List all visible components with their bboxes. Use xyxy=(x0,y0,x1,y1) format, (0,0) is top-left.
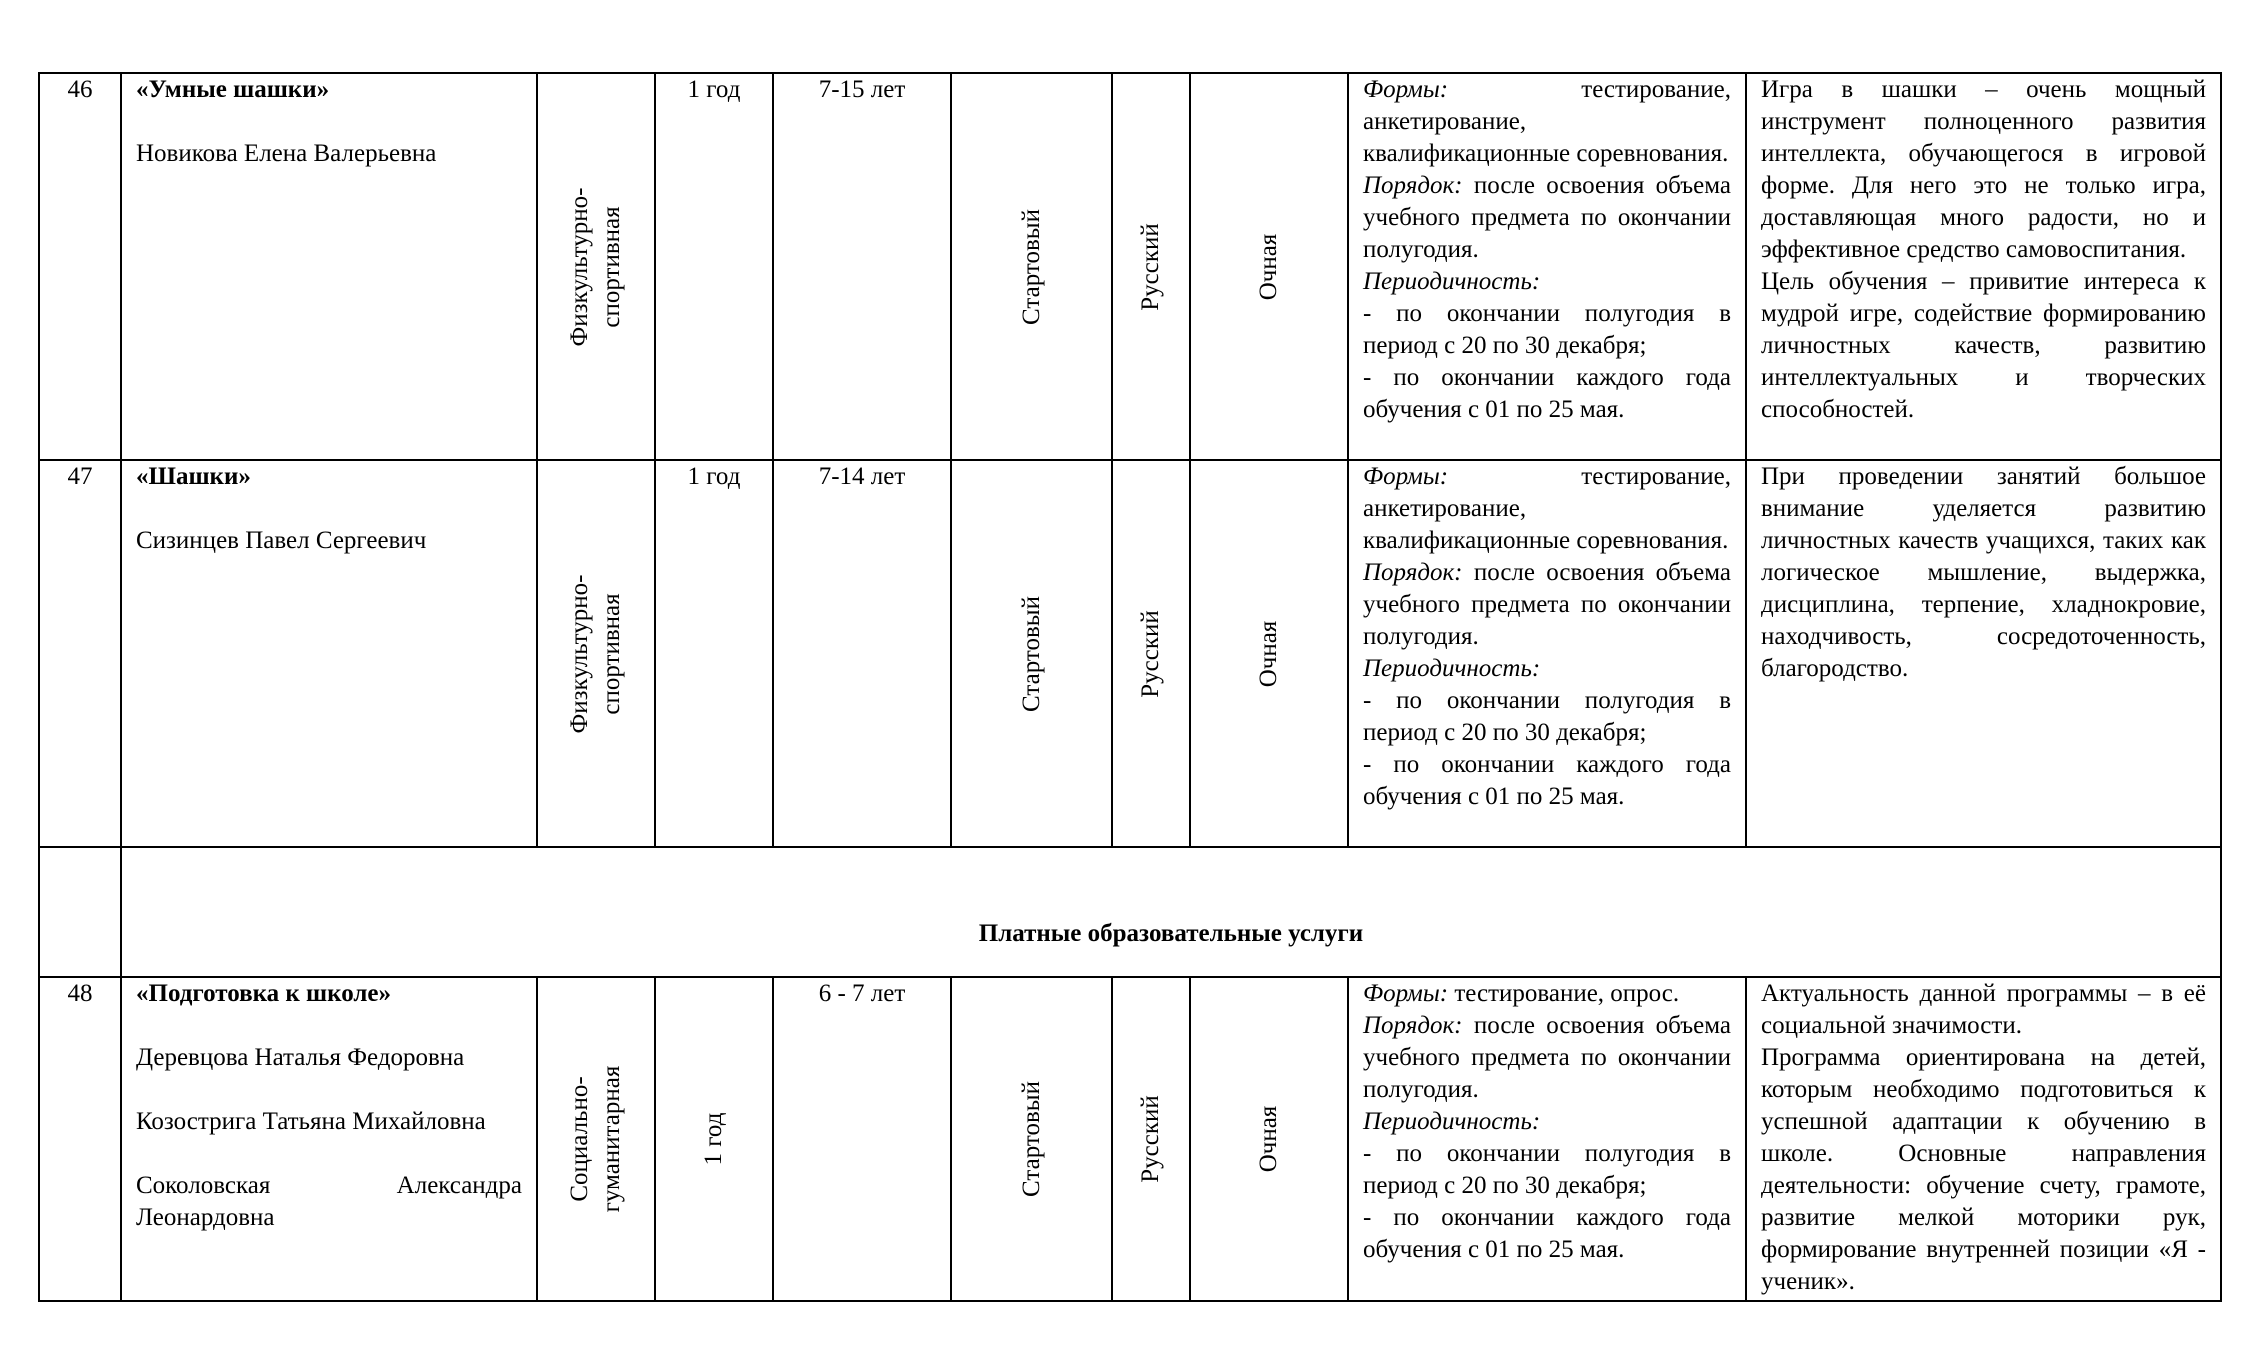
description-paragraph: При проведении занятий большое внимание уделяется развитию личностных качеств учащихся, таких как логическое мышление, выдержка, дисциплина, терпение, хладнокровие, находчивость, сосредоточенность, благородство. xyxy=(1761,463,2206,682)
forms-text: тестирование, анкетирование, квалификационные соревнования. xyxy=(1363,76,1731,167)
program-cell xyxy=(120,459,538,848)
level-text: Стартовый xyxy=(1017,1081,1045,1197)
direction-cell xyxy=(536,72,656,461)
description-paragraph: Игра в шашки – очень мощный инструмент полноценного развития интеллекта, обучающегося в игровой форме. Для него это не только игра, доставляющая много радости, но и эффективное средство самовоспитания. xyxy=(1761,76,2206,263)
language-cell xyxy=(1111,976,1191,1302)
order-text: после освоения объема учебного предмета по окончании полугодия. xyxy=(1363,559,1731,650)
forms-text: тестирование, опрос. xyxy=(1448,980,1680,1007)
order-text: после освоения объема учебного предмета по окончании полугодия. xyxy=(1363,172,1731,263)
description-cell xyxy=(1745,72,2222,461)
direction-line: Физкультурно- xyxy=(566,574,593,733)
form-text: Очная xyxy=(1255,1105,1282,1173)
teacher-name: Соколовская Александра Леонардовна xyxy=(136,1172,522,1231)
description-paragraph: Цель обучения – привитие интереса к мудрой игре, содействие формированию личностных качеств, развитию интеллектуальных и творческих способностей. xyxy=(1761,268,2206,423)
duration-text: 1 год xyxy=(700,1112,727,1166)
order-label: Порядок: xyxy=(1363,172,1463,199)
language-cell xyxy=(1111,459,1191,848)
section-header-cell xyxy=(120,846,2222,978)
order-label: Порядок: xyxy=(1363,1012,1463,1039)
direction-line: спортивная xyxy=(598,592,625,715)
period-item: - по окончании полугодия в период с 20 по 30 декабря; xyxy=(1363,300,1731,359)
program-title: «Шашки» xyxy=(136,463,251,490)
teacher-name: Сизинцев Павел Сергеевич xyxy=(136,527,427,554)
description-cell xyxy=(1745,459,2222,848)
attestation-cell xyxy=(1347,459,1747,848)
teacher-name: Новикова Елена Валерьевна xyxy=(136,140,437,167)
direction-text xyxy=(564,187,628,346)
teacher-name: Деревцова Наталья Федоровна xyxy=(136,1044,465,1071)
direction-text xyxy=(564,574,628,733)
row-number: 48 xyxy=(38,976,122,1302)
period-label: Периодичность: xyxy=(1363,268,1541,295)
forms-text: тестирование, анкетирование, квалификационные соревнования. xyxy=(1363,463,1731,554)
form-cell xyxy=(1189,459,1349,848)
period-item: - по окончании полугодия в период с 20 по 30 декабря; xyxy=(1363,1140,1731,1199)
language-cell xyxy=(1111,72,1191,461)
level-text: Стартовый xyxy=(1017,208,1045,325)
section-number-cell xyxy=(38,846,122,978)
level-text: Стартовый xyxy=(1017,595,1045,712)
teacher-name: Козострига Татьяна Михайловна xyxy=(136,1108,486,1135)
form-cell xyxy=(1189,72,1349,461)
description-paragraph: Программа ориентирована на детей, которым необходимо подготовиться к успешной адаптации к обучению в школе. Основные направления деятельности: обучение счету, грамоте, развитие мелкой моторики рук, формирование внутренней позиции «Я - ученик». xyxy=(1761,1044,2206,1295)
age-cell: 7-14 лет xyxy=(772,459,952,848)
form-text: Очная xyxy=(1255,233,1282,300)
form-text: Очная xyxy=(1255,620,1282,687)
period-label: Периодичность: xyxy=(1363,1108,1541,1135)
program-cell xyxy=(120,72,538,461)
program-title: «Подготовка к школе» xyxy=(136,980,392,1007)
direction-text xyxy=(564,1066,628,1213)
language-text: Русский xyxy=(1137,222,1164,311)
period-item: - по окончании каждого года обучения с 01 по 25 мая. xyxy=(1363,364,1731,423)
period-label: Периодичность: xyxy=(1363,655,1541,682)
attestation-cell xyxy=(1347,72,1747,461)
duration-cell xyxy=(654,976,774,1302)
duration-cell: 1 год xyxy=(654,459,774,848)
section-title: Платные образовательные услуги xyxy=(978,920,1364,947)
order-label: Порядок: xyxy=(1363,559,1463,586)
period-item: - по окончании каждого года обучения с 01 по 25 мая. xyxy=(1363,1204,1731,1263)
row-number: 46 xyxy=(38,72,122,461)
program-cell xyxy=(120,976,538,1302)
duration-cell: 1 год xyxy=(654,72,774,461)
period-item: - по окончании полугодия в период с 20 по 30 декабря; xyxy=(1363,687,1731,746)
row-number: 47 xyxy=(38,459,122,848)
description-paragraph: Актуальность данной программы – в её социальной значимости. xyxy=(1761,980,2206,1039)
direction-line: Физкультурно- xyxy=(566,187,593,346)
age-cell: 6 - 7 лет xyxy=(772,976,952,1302)
level-cell xyxy=(950,976,1113,1302)
program-title: «Умные шашки» xyxy=(136,76,330,103)
direction-line: Социально- xyxy=(566,1076,593,1202)
language-text: Русский xyxy=(1137,1095,1164,1183)
direction-line: спортивная xyxy=(598,205,625,328)
direction-line: гуманитарная xyxy=(598,1065,625,1213)
age-cell: 7-15 лет xyxy=(772,72,952,461)
level-cell xyxy=(950,459,1113,848)
attestation-cell xyxy=(1347,976,1747,1302)
order-text: после освоения объема учебного предмета по окончании полугодия. xyxy=(1363,1012,1731,1103)
period-item: - по окончании каждого года обучения с 01 по 25 мая. xyxy=(1363,751,1731,810)
forms-label: Формы: xyxy=(1363,980,1449,1007)
level-cell xyxy=(950,72,1113,461)
form-cell xyxy=(1189,976,1349,1302)
language-text: Русский xyxy=(1137,609,1164,698)
description-cell xyxy=(1745,976,2222,1302)
direction-cell xyxy=(536,976,656,1302)
direction-cell xyxy=(536,459,656,848)
forms-label: Формы: xyxy=(1363,463,1449,490)
forms-label: Формы: xyxy=(1363,76,1449,103)
